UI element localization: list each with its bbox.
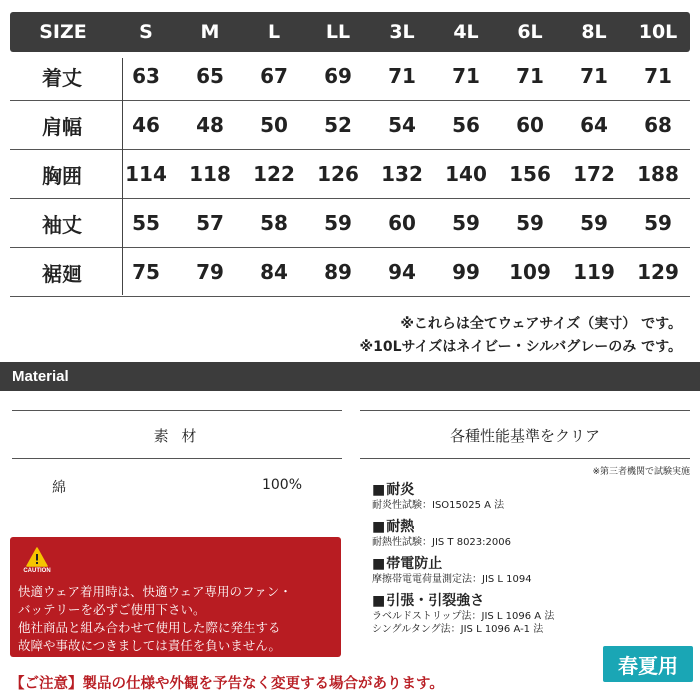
size-cell: 75 [132,260,160,284]
size-cell: 122 [253,162,295,186]
size-cell: 119 [573,260,615,284]
size-cell: 69 [324,64,352,88]
performance-list [372,481,690,636]
size-cell: 71 [452,64,480,88]
size-col-header: LL [325,21,351,43]
caution-line: バッテリーを必ずご使用下さい。 [18,602,206,617]
performance-standard: ラベルドストリップ法：JIS L 1096 A 法 [372,611,555,622]
size-row-label: 肩幅 [42,114,82,139]
performance-title: ■ 帯電防止 [372,555,690,573]
size-table-body [10,52,690,297]
performance-title: ■ 耐炎 [372,481,690,499]
size-table [10,12,690,297]
fabric-name: 綿 [52,480,66,496]
size-cell: 57 [196,211,224,235]
size-cell: 71 [580,64,608,88]
size-col-header: 6L [517,21,543,43]
caution-text [10,583,341,655]
size-cell: 60 [516,113,544,137]
size-notes [360,313,682,359]
note-line: ※これらは全てウェアサイズ（実寸） です。 [400,316,682,332]
size-col-header: 10L [638,21,678,43]
third-party-note: ※第三者機関で試験実施 [592,467,690,477]
size-cell: 71 [388,64,416,88]
size-row-label: 着丈 [42,65,82,90]
performance-standard: 耐熱性試験：JIS T 8023:2006 [372,537,511,548]
size-cell: 65 [196,64,224,88]
size-cell: 48 [196,113,224,137]
size-cell: 172 [573,162,615,186]
caution-line: 他社商品と組み合わせて使用した際に発生する [18,620,281,635]
size-cell: 55 [132,211,160,235]
size-cell: 94 [388,260,416,284]
size-col-header: M [200,21,220,43]
size-cell: 54 [388,113,416,137]
performance-item [372,481,690,512]
size-cell: 84 [260,260,288,284]
performance-standard: 摩擦帯電電荷量測定法：JIS L 1094 [372,574,532,585]
material-header: 素 材 [12,410,342,459]
performance-item [372,518,690,549]
size-cell: 59 [516,211,544,235]
size-cell: 114 [125,162,167,186]
size-cell: 79 [196,260,224,284]
size-col-header: S [139,21,153,43]
caution-tab [10,537,64,583]
material-table [12,410,342,497]
size-cell: 156 [509,162,551,186]
caution-box [10,537,341,657]
size-row-label: 袖丈 [42,212,82,237]
size-cell: 71 [644,64,672,88]
performance-item [372,592,690,636]
size-cell: 109 [509,260,551,284]
size-cell: 59 [324,211,352,235]
performance-title: ■ 耐熱 [372,518,690,536]
material-band: Material [0,362,700,391]
performance-standard: 耐炎性試験：ISO15025 A 法 [372,500,505,511]
size-row [10,150,690,199]
material-row [12,459,342,497]
size-cell: 129 [637,260,679,284]
size-col-header: L [267,21,281,43]
size-cell: 59 [644,211,672,235]
size-row [10,199,690,248]
size-cell: 68 [644,113,672,137]
performance-section [360,410,690,642]
size-cell: 58 [260,211,288,235]
size-cell: 56 [452,113,480,137]
size-cell: 46 [132,113,160,137]
size-cell: 60 [388,211,416,235]
size-row [10,248,690,297]
fabric-percent: 100% [261,477,302,493]
performance-header: 各種性能基準をクリア [360,410,690,459]
size-cell: 71 [516,64,544,88]
footer-notice: 【ご注意】製品の仕様や外観を予告なく変更する場合があります。 [10,676,444,692]
performance-standard: シングルタング法：JIS L 1096 A-1 法 [372,624,544,635]
size-header-label: SIZE [39,21,87,43]
size-row [10,101,690,150]
size-col-header: 4L [453,21,479,43]
size-col-header: 3L [389,21,415,43]
size-cell: 63 [132,64,160,88]
size-row-label: 胸囲 [42,163,82,188]
size-cell: 59 [580,211,608,235]
size-cell: 99 [452,260,480,284]
caution-line: 快適ウェア着用時は、快適ウェア専用のファン・ [18,584,292,599]
size-cell: 126 [317,162,359,186]
size-cell: 118 [189,162,231,186]
warning-icon [26,547,48,567]
size-cell: 50 [260,113,288,137]
performance-title: ■ 引張・引裂強さ [372,592,690,610]
size-row [10,52,690,101]
size-row-label: 裾廻 [42,261,82,286]
note-line: ※10Lサイズはネイビー・シルバグレーのみ です。 [359,339,682,355]
size-cell: 52 [324,113,352,137]
size-cell: 59 [452,211,480,235]
size-cell: 67 [260,64,288,88]
size-col-header: 8L [581,21,607,43]
size-header-row [10,12,690,52]
caution-label: CAUTION [23,567,51,574]
size-cell: 132 [381,162,423,186]
season-badge: 春夏用 [603,646,693,682]
performance-item [372,555,690,586]
size-cell: 64 [580,113,608,137]
caution-line: 故障や事故につきましては責任を負いません。 [18,638,282,653]
size-cell: 140 [445,162,487,186]
size-cell: 89 [324,260,352,284]
size-cell: 188 [637,162,679,186]
